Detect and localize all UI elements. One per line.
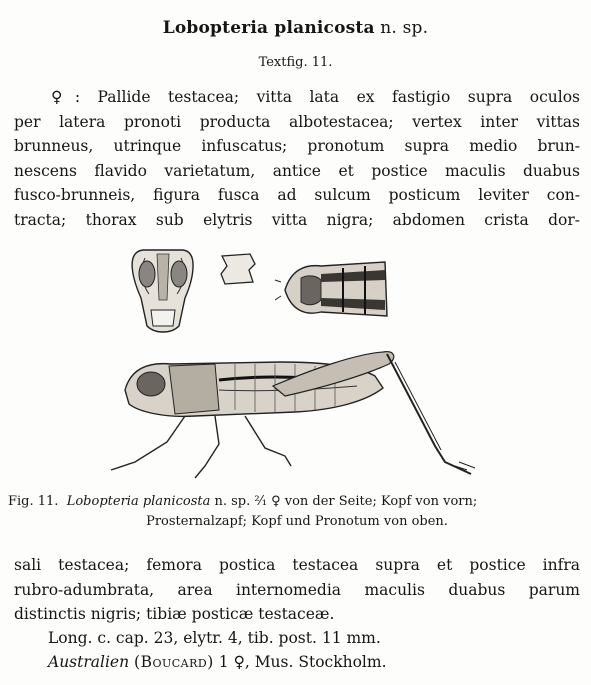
description-line: brunneus, utrinque infuscatus; pronotum supra medio brun- bbox=[14, 137, 580, 155]
locality-line bbox=[48, 650, 387, 675]
species-name: Lobopteria planicosta bbox=[162, 18, 375, 38]
species-title bbox=[0, 18, 591, 38]
continuation-line: distinctis nigris; tibiæ posticæ testaceæ. bbox=[14, 605, 335, 623]
caption-species: Lobopteria planicosta bbox=[66, 494, 211, 509]
description-line: nescens flavido varietatum, antice et postice maculis duabus bbox=[14, 161, 580, 180]
caption-label: Fig. 11. bbox=[8, 494, 59, 509]
caption-line bbox=[8, 492, 586, 512]
continuation-line: rubro-adumbrata, area internomedia maculis duabus parum bbox=[14, 580, 580, 599]
description-line: tracta; thorax sub elytris vitta nigra; abdomen crista dor- bbox=[14, 210, 580, 229]
head-pronotum-top-view bbox=[275, 262, 387, 316]
grasshopper-figure bbox=[95, 230, 515, 485]
caption-text: n. sp. ²⁄₁ ♀ von der Seite; Kopf von vorn; bbox=[214, 494, 478, 509]
description-paragraph bbox=[14, 85, 580, 232]
grasshopper-illustration bbox=[95, 230, 515, 485]
caption-line: Prosternalzapf; Kopf und Pronotum von oben. bbox=[146, 514, 448, 529]
description-line: fusco-brunneis, figura fusca ad sulcum posticum leviter con- bbox=[14, 186, 580, 204]
continuation-paragraph bbox=[14, 553, 580, 627]
specimen-info: 1 ♀, Mus. Stockholm. bbox=[218, 653, 387, 671]
figure-caption bbox=[8, 492, 586, 532]
collector: (Boucard) bbox=[134, 653, 214, 671]
measurements-line: Long. c. cap. 23, elytr. 4, tib. post. 11 mm. bbox=[48, 629, 381, 647]
head-front-view bbox=[132, 250, 193, 332]
body-side-view bbox=[111, 352, 475, 478]
textfig-label: Textfig. 11. bbox=[258, 55, 333, 70]
locality: Australien bbox=[48, 653, 130, 671]
continuation-line: sali testacea; femora postica testacea supra et postice infra bbox=[14, 556, 580, 574]
description-line: per latera pronoti producta albotestacea; vertex inter vittas bbox=[14, 112, 580, 131]
species-status: n. sp. bbox=[380, 18, 429, 38]
prosternal-process bbox=[221, 254, 255, 284]
description-line: ♀: Pallide testacea; vitta lata ex fastigio supra oculos bbox=[51, 88, 580, 106]
